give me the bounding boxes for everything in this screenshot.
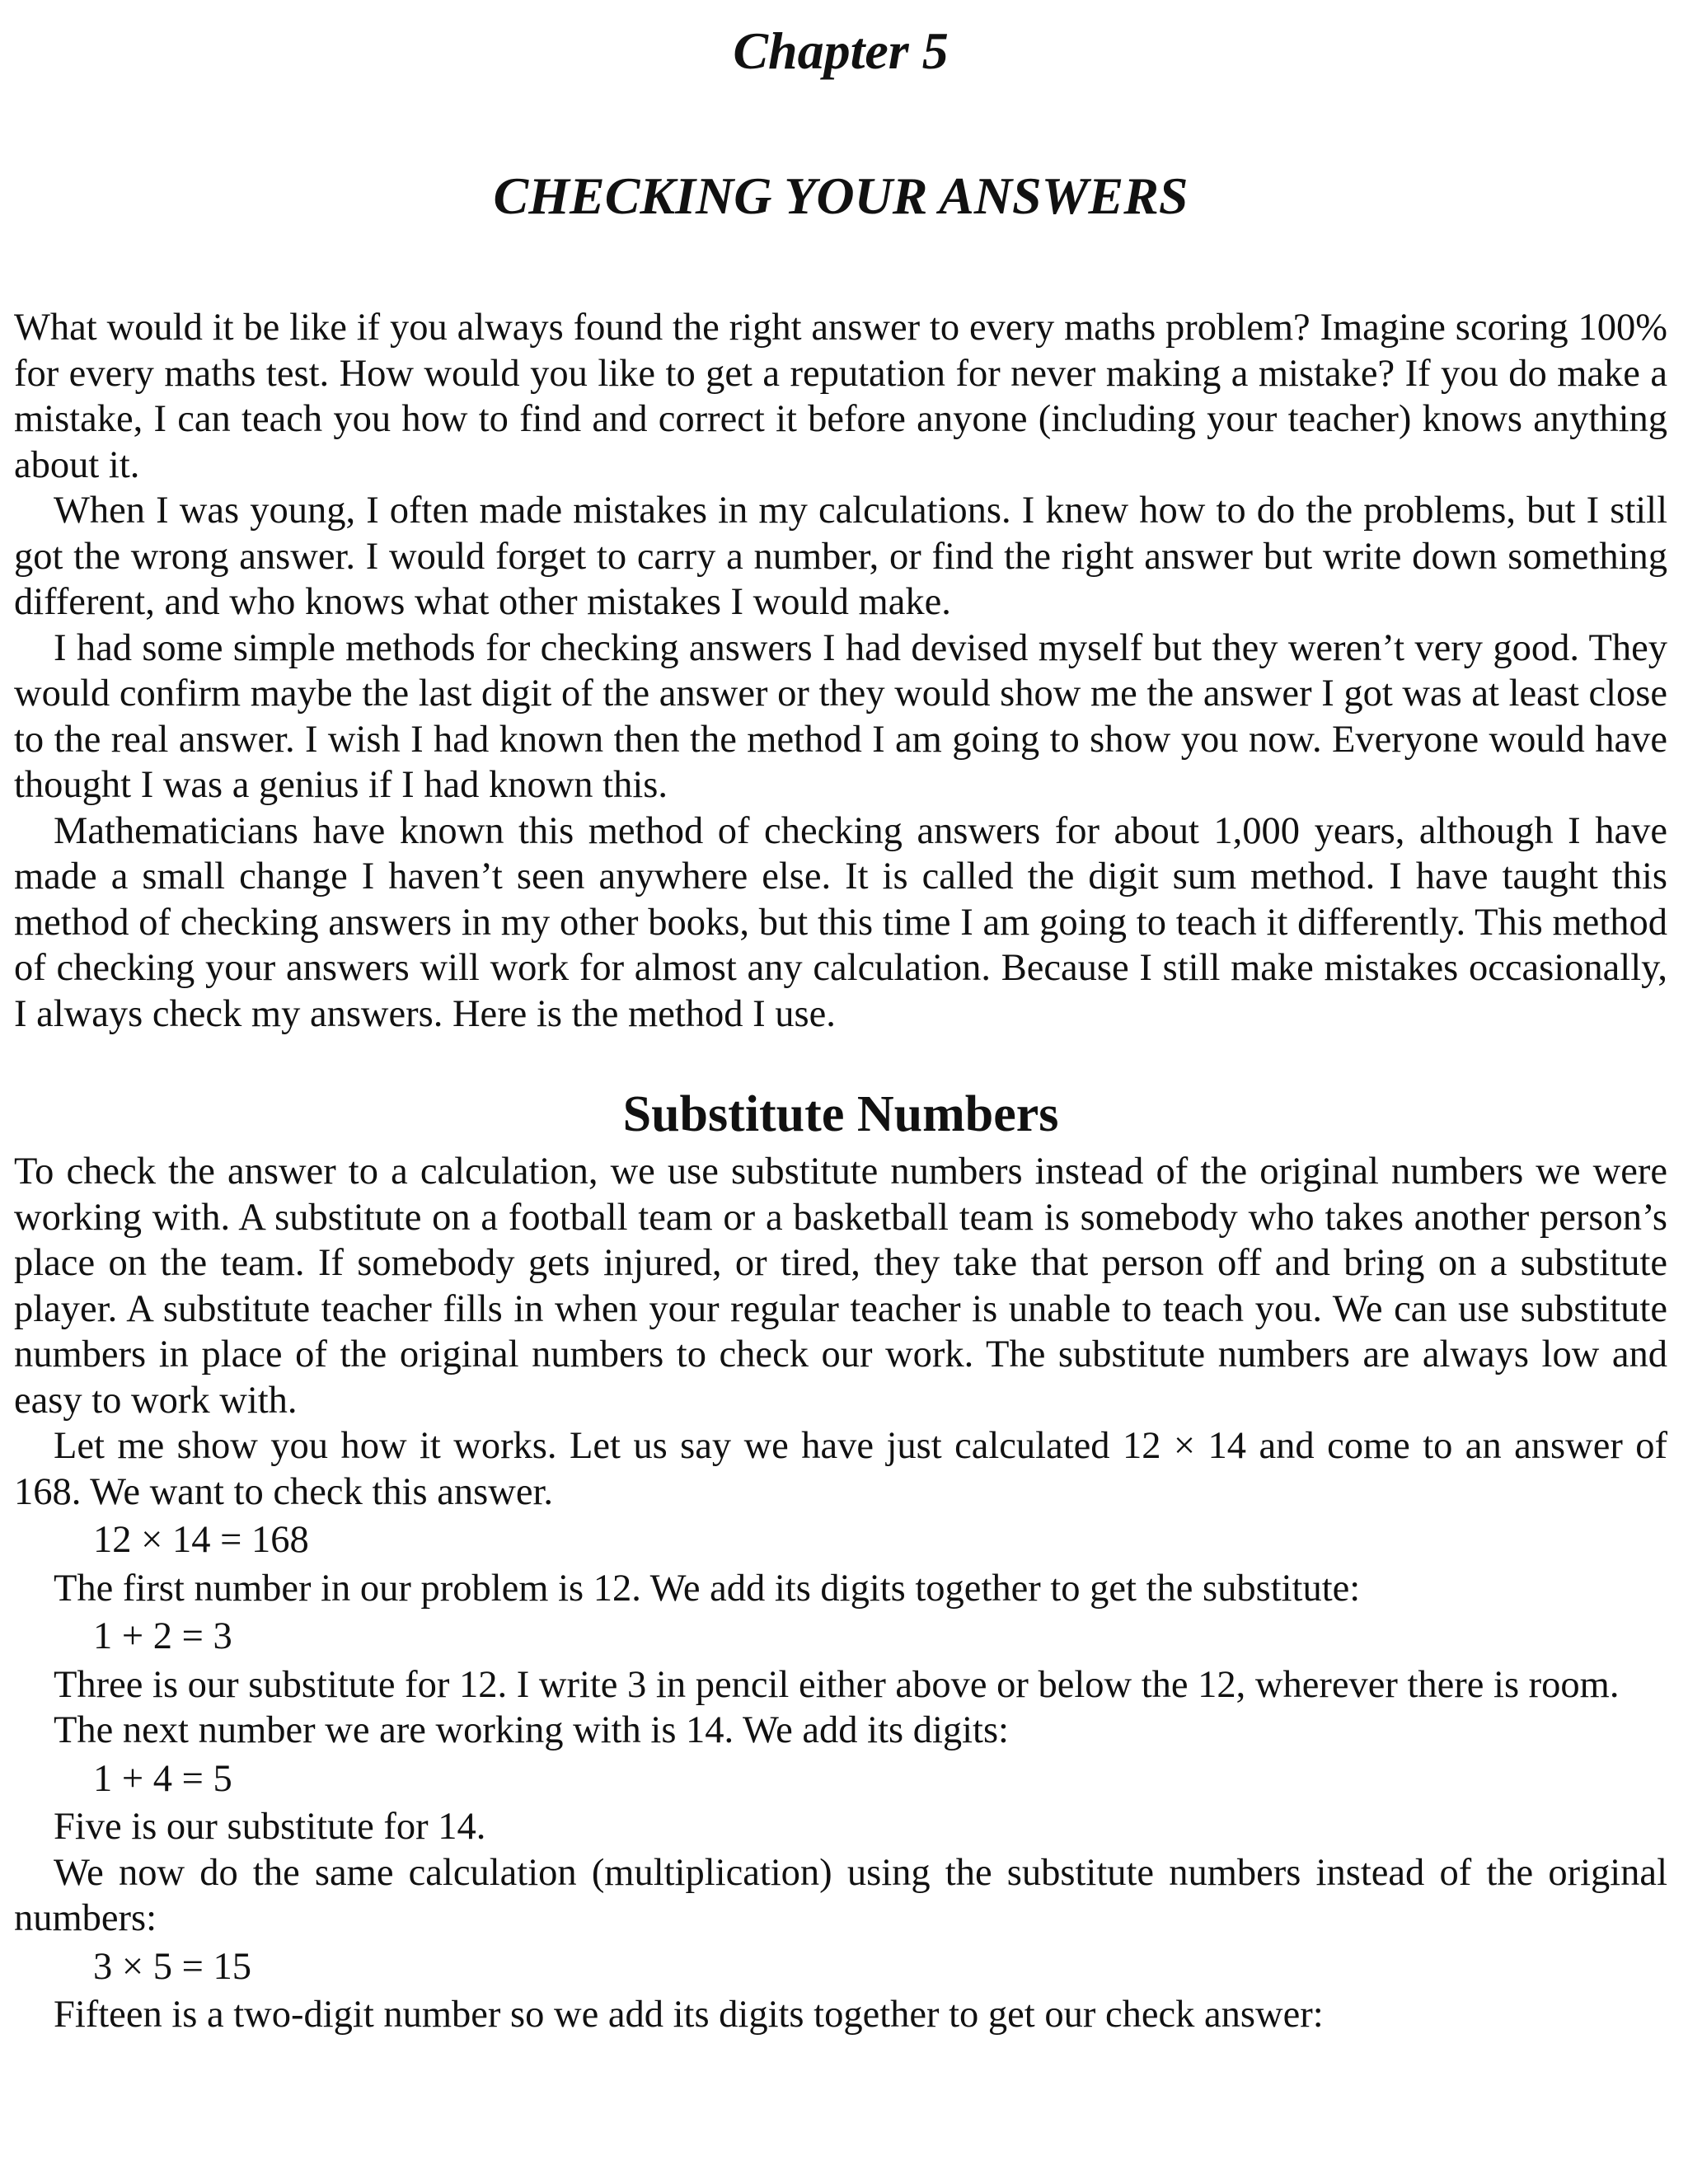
chapter-number: Chapter 5 [733,21,949,80]
paragraph: When I was young, I often made mistakes in my calculations. I knew how to do the problems, but I still got the wrong answer. I would forget to carry a number, or find the right answer but write down something different, and who knows what other mistakes I would make. [14,490,1667,623]
paragraph: The next number we are working with is 14. We add its digits: [54,1709,1009,1751]
paragraph: I had some simple methods for checking answers I had devised myself but they weren’t very good. They would confirm maybe the last digit of the answer or they would show me the answer I got was at least close to the real answer. I wish I had known then the method I am going to show you now. Everyone would have thought I was a genius if I had known this. [14,626,1667,806]
equation: 1 + 4 = 5 [93,1757,232,1800]
paragraph: What would it be like if you always found the right answer to every maths problem? Imagine scoring 100% for every maths test. How would you like to get a reputation for never making a mistake? If you do make a mistake, I can teach you how to find and correct it before anyone (including your teacher) knows anything about it. [14,307,1667,486]
paragraph: Mathematicians have known this method of checking answers for about 1,000 years, although I have made a small change I haven’t seen anywhere else. It is called the digit sum method. I have taught this method of checking answers in my other books, but this time I am going to teach it differently. This method of checking your answers will work for almost any calculation. Because I still make mistakes occasionally, I always check my answers. Here is the method I use. [14,809,1667,1035]
paragraph: To check the answer to a calculation, we use substitute numbers instead of the original numbers we were working with. A substitute on a football team or a basketball team is somebody who takes another person’s place on the team. If somebody gets injured, or tired, they take that person off and bring on a substitute player. A substitute teacher fills in when your regular teacher is unable to teach you. We can use substitute numbers in place of the original numbers to check our work. The substitute numbers are always low and easy to work with. [14,1151,1667,1422]
chapter-title: CHECKING YOUR ANSWERS [493,166,1189,225]
section-substitute-numbers [14,1080,1667,2038]
section-heading: Substitute Numbers [622,1086,1059,1142]
intro-text [14,305,1667,1037]
equation: 1 + 2 = 3 [93,1615,232,1657]
paragraph: Three is our substitute for 12. I write 3 in pencil either above or below the 12, wherever there is room. [54,1663,1620,1706]
equation: 3 × 5 = 15 [93,1945,251,1988]
equation: 12 × 14 = 168 [93,1519,309,1561]
paragraph: The first number in our problem is 12. We add its digits together to get the substitute: [54,1567,1361,1610]
paragraph: Five is our substitute for 14. [54,1806,486,1848]
paragraph: We now do the same calculation (multiplication) using the substitute numbers instead of the original numbers: [14,1851,1667,1939]
paragraph: Let me show you how it works. Let us say we have just calculated 12 × 14 and come to an answer of 168. We want to check this answer. [14,1425,1667,1513]
paragraph: Fifteen is a two-digit number so we add its digits together to get our check answer: [54,1994,1324,2036]
